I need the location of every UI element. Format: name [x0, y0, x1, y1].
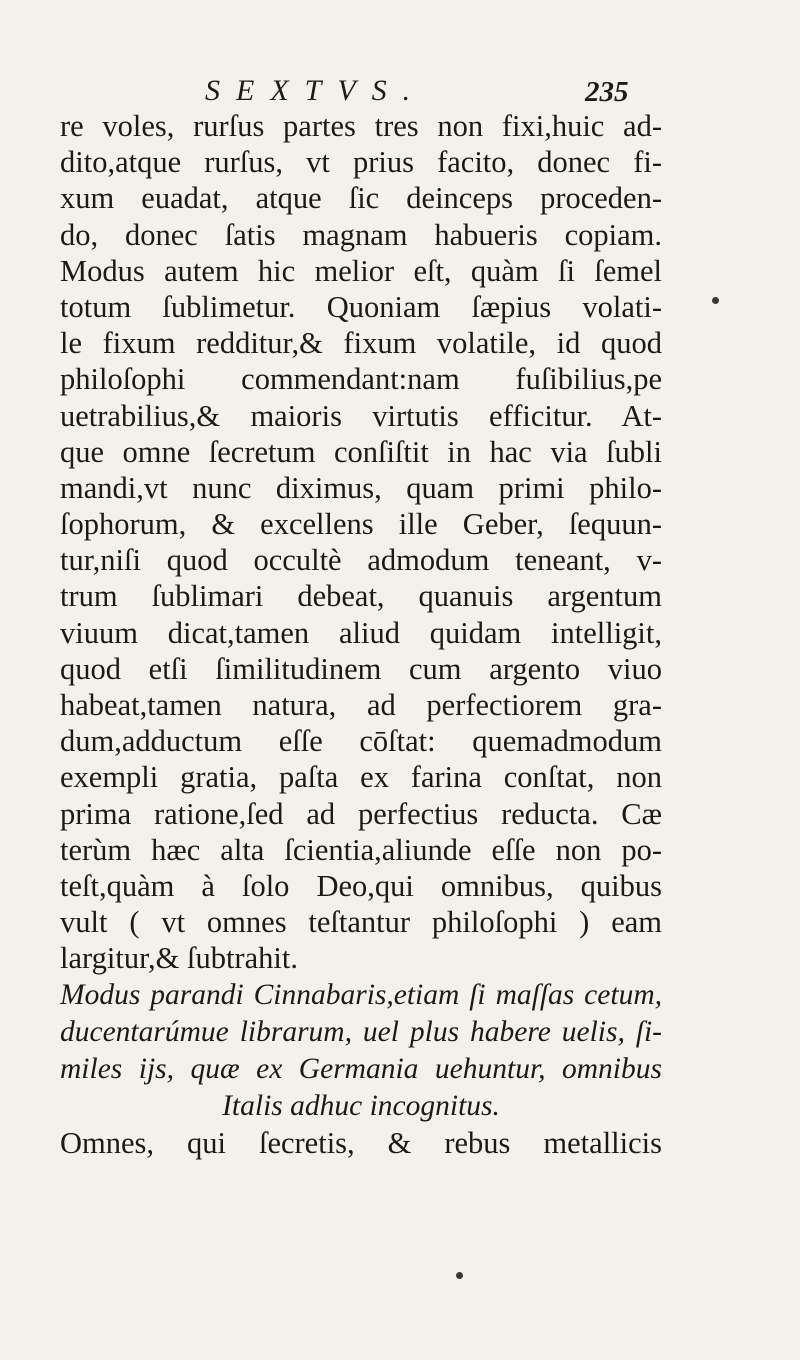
text-line: dum,adductum eſſe cōſtat: quemadmodum	[60, 724, 662, 759]
text-line: re voles, rurſus partes tres non fixi,huic ad-	[60, 109, 662, 143]
text-line: do, donec ſatis magnam habueris copiam.	[60, 217, 662, 252]
body-text	[60, 108, 662, 1161]
text-line: totum ſublimetur. Quoniam ſæpius volati-	[60, 289, 662, 324]
page-number: 235	[585, 76, 629, 108]
text-line: philoſophi commendant:nam fuſibilius,pe	[60, 362, 662, 397]
text-line: habeat,tamen natura, ad perfectiorem gra-	[60, 688, 662, 722]
text-line: uetrabilius,& maioris virtutis efficitur. At-	[60, 398, 662, 433]
page-header	[60, 74, 700, 110]
running-head: SEXTVS.	[205, 74, 427, 107]
text-line: xum euadat, atque ſic deinceps proceden-	[60, 181, 662, 216]
text-line: dito,atque rurſus, vt prius facito, donec fi-	[60, 145, 662, 180]
text-line: terùm hæc alta ſcientia,aliunde eſſe non po-	[60, 832, 662, 867]
ink-speck	[456, 1272, 463, 1279]
text-line: viuum dicat,tamen aliud quidam intelligit,	[60, 615, 662, 650]
text-line: teſt,quàm à ſolo Deo,qui omnibus, quibus	[60, 868, 662, 903]
ink-speck	[712, 297, 719, 304]
text-line: Modus autem hic melior eſt, quàm ſi ſemel	[60, 253, 662, 288]
text-line: ſophorum, & excellens ille Geber, ſequun-	[60, 507, 662, 542]
text-line: trum ſublimari debeat, quanuis argentum	[60, 579, 662, 614]
text-line: tur,niſi quod occultè admodum teneant, v-	[60, 543, 662, 578]
text-line: que omne ſecretum conſiſtit in hac via ſubli	[60, 434, 662, 469]
text-line: vult ( vt omnes teſtantur philoſophi ) eam	[60, 905, 662, 940]
section-heading	[60, 977, 662, 1125]
heading-line: Italis adhuc incognitus.	[222, 1089, 500, 1122]
text-line: largitur,& ſubtrahit.	[60, 941, 298, 976]
main-paragraph	[60, 108, 662, 977]
closing-line: Omnes, qui ſecretis, & rebus metallicis	[60, 1125, 662, 1160]
text-line: prima ratione,ſed ad perfectius reducta. Cæ	[60, 796, 662, 831]
heading-line: miles ijs, quæ ex Germania uehuntur, omnibus	[60, 1052, 662, 1085]
heading-line: Modus parandi Cinnabaris,etiam ſi maſſas cetum,	[60, 978, 662, 1011]
text-line: mandi,vt nunc diximus, quam primi philo-	[60, 470, 662, 505]
text-line: quod etſi ſimilitudinem cum argento viuo	[60, 651, 662, 686]
text-line: exempli gratia, paſta ex farina conſtat, non	[60, 760, 662, 795]
heading-line: ducentarúmue librarum, uel plus habere uelis, ſi-	[60, 1015, 662, 1048]
text-line: le fixum redditur,& fixum volatile, id quod	[60, 326, 662, 361]
